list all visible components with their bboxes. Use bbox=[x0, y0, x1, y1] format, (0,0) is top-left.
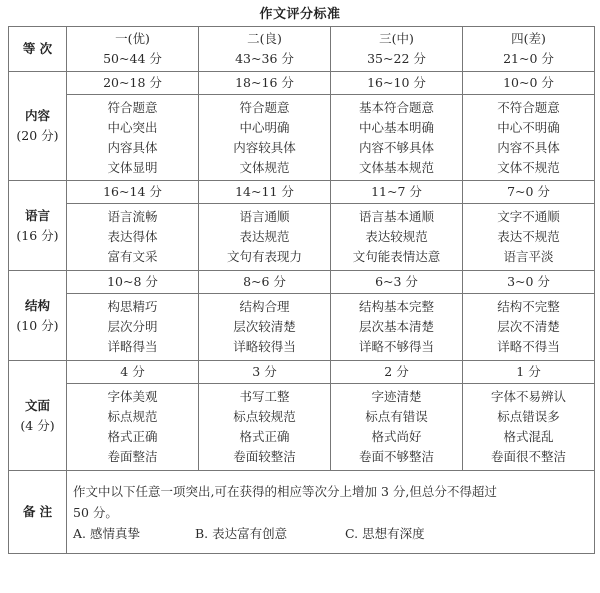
score-cell: 11~7 分 bbox=[331, 181, 463, 204]
score-cell: 16~14 分 bbox=[67, 181, 199, 204]
note-line-1: 作文中以下任意一项突出,可在获得的相应等次分上增加 3 分,但总分不得超过 bbox=[73, 483, 497, 499]
grading-table bbox=[8, 26, 595, 554]
score-cell: 8~6 分 bbox=[199, 271, 331, 294]
desc-cell: 文字不通顺 表达不规范 语言平淡 bbox=[463, 204, 595, 271]
desc-cell: 符合题意 中心突出 内容具体 文体显明 bbox=[67, 95, 199, 181]
note-options bbox=[73, 523, 588, 544]
score-cell: 6~3 分 bbox=[331, 271, 463, 294]
score-cell: 14~11 分 bbox=[199, 181, 331, 204]
desc-cell: 符合题意 中心明确 内容较具体 文体规范 bbox=[199, 95, 331, 181]
note-content bbox=[67, 471, 595, 554]
note-line-2: 50 分。 bbox=[73, 504, 118, 520]
desc-cell: 字体美观 标点规范 格式正确 卷面整洁 bbox=[67, 384, 199, 471]
content-score-row bbox=[9, 72, 595, 95]
desc-cell: 语言基本通顺 表达较规范 文句能表情达意 bbox=[331, 204, 463, 271]
header-row bbox=[9, 27, 595, 72]
desc-cell: 语言流畅 表达得体 富有文采 bbox=[67, 204, 199, 271]
content-label: 内容 (20 分) bbox=[9, 72, 67, 181]
note-option-c: C. 思想有深度 bbox=[345, 525, 425, 541]
desc-cell: 书写工整 标点较规范 格式正确 卷面较整洁 bbox=[199, 384, 331, 471]
structure-label: 结构 (10 分) bbox=[9, 271, 67, 361]
score-cell: 16~10 分 bbox=[331, 72, 463, 95]
score-cell: 20~18 分 bbox=[67, 72, 199, 95]
desc-cell: 构思精巧 层次分明 详略得当 bbox=[67, 294, 199, 361]
score-cell: 10~0 分 bbox=[463, 72, 595, 95]
score-cell: 3~0 分 bbox=[463, 271, 595, 294]
score-cell: 1 分 bbox=[463, 361, 595, 384]
score-cell: 2 分 bbox=[331, 361, 463, 384]
note-row bbox=[9, 471, 595, 554]
score-cell: 4 分 bbox=[67, 361, 199, 384]
page-title: 作文评分标准 bbox=[259, 7, 341, 22]
score-cell: 3 分 bbox=[199, 361, 331, 384]
grade-header-4: 四(差) 21~0 分 bbox=[463, 27, 595, 72]
note-label: 备 注 bbox=[9, 471, 67, 554]
note-option-a: A. 感情真挚 bbox=[73, 525, 140, 541]
desc-cell: 基本符合题意 中心基本明确 内容不够具体 文体基本规范 bbox=[331, 95, 463, 181]
grade-label: 等 次 bbox=[9, 27, 67, 72]
desc-cell: 语言通顺 表达规范 文句有表现力 bbox=[199, 204, 331, 271]
desc-cell: 结构基本完整 层次基本清楚 详略不够得当 bbox=[331, 294, 463, 361]
grade-header-2: 二(良) 43~36 分 bbox=[199, 27, 331, 72]
language-desc-row bbox=[9, 204, 595, 271]
score-cell: 7~0 分 bbox=[463, 181, 595, 204]
score-cell: 18~16 分 bbox=[199, 72, 331, 95]
desc-cell: 结构合理 层次较清楚 详略较得当 bbox=[199, 294, 331, 361]
presentation-desc-row bbox=[9, 384, 595, 471]
grade-header-3: 三(中) 35~22 分 bbox=[331, 27, 463, 72]
desc-cell: 结构不完整 层次不清楚 详略不得当 bbox=[463, 294, 595, 361]
structure-score-row bbox=[9, 271, 595, 294]
desc-cell: 字体不易辨认 标点错误多 格式混乱 卷面很不整洁 bbox=[463, 384, 595, 471]
grade-header-1: 一(优) 50~44 分 bbox=[67, 27, 199, 72]
presentation-label: 文面 (4 分) bbox=[9, 361, 67, 471]
desc-cell: 不符合题意 中心不明确 内容不具体 文体不规范 bbox=[463, 95, 595, 181]
language-score-row bbox=[9, 181, 595, 204]
language-label: 语言 (16 分) bbox=[9, 181, 67, 271]
content-desc-row bbox=[9, 95, 595, 181]
presentation-score-row bbox=[9, 361, 595, 384]
desc-cell: 字迹清楚 标点有错误 格式尚好 卷面不够整洁 bbox=[331, 384, 463, 471]
note-option-b: B. 表达富有创意 bbox=[195, 525, 288, 541]
structure-desc-row bbox=[9, 294, 595, 361]
score-cell: 10~8 分 bbox=[67, 271, 199, 294]
